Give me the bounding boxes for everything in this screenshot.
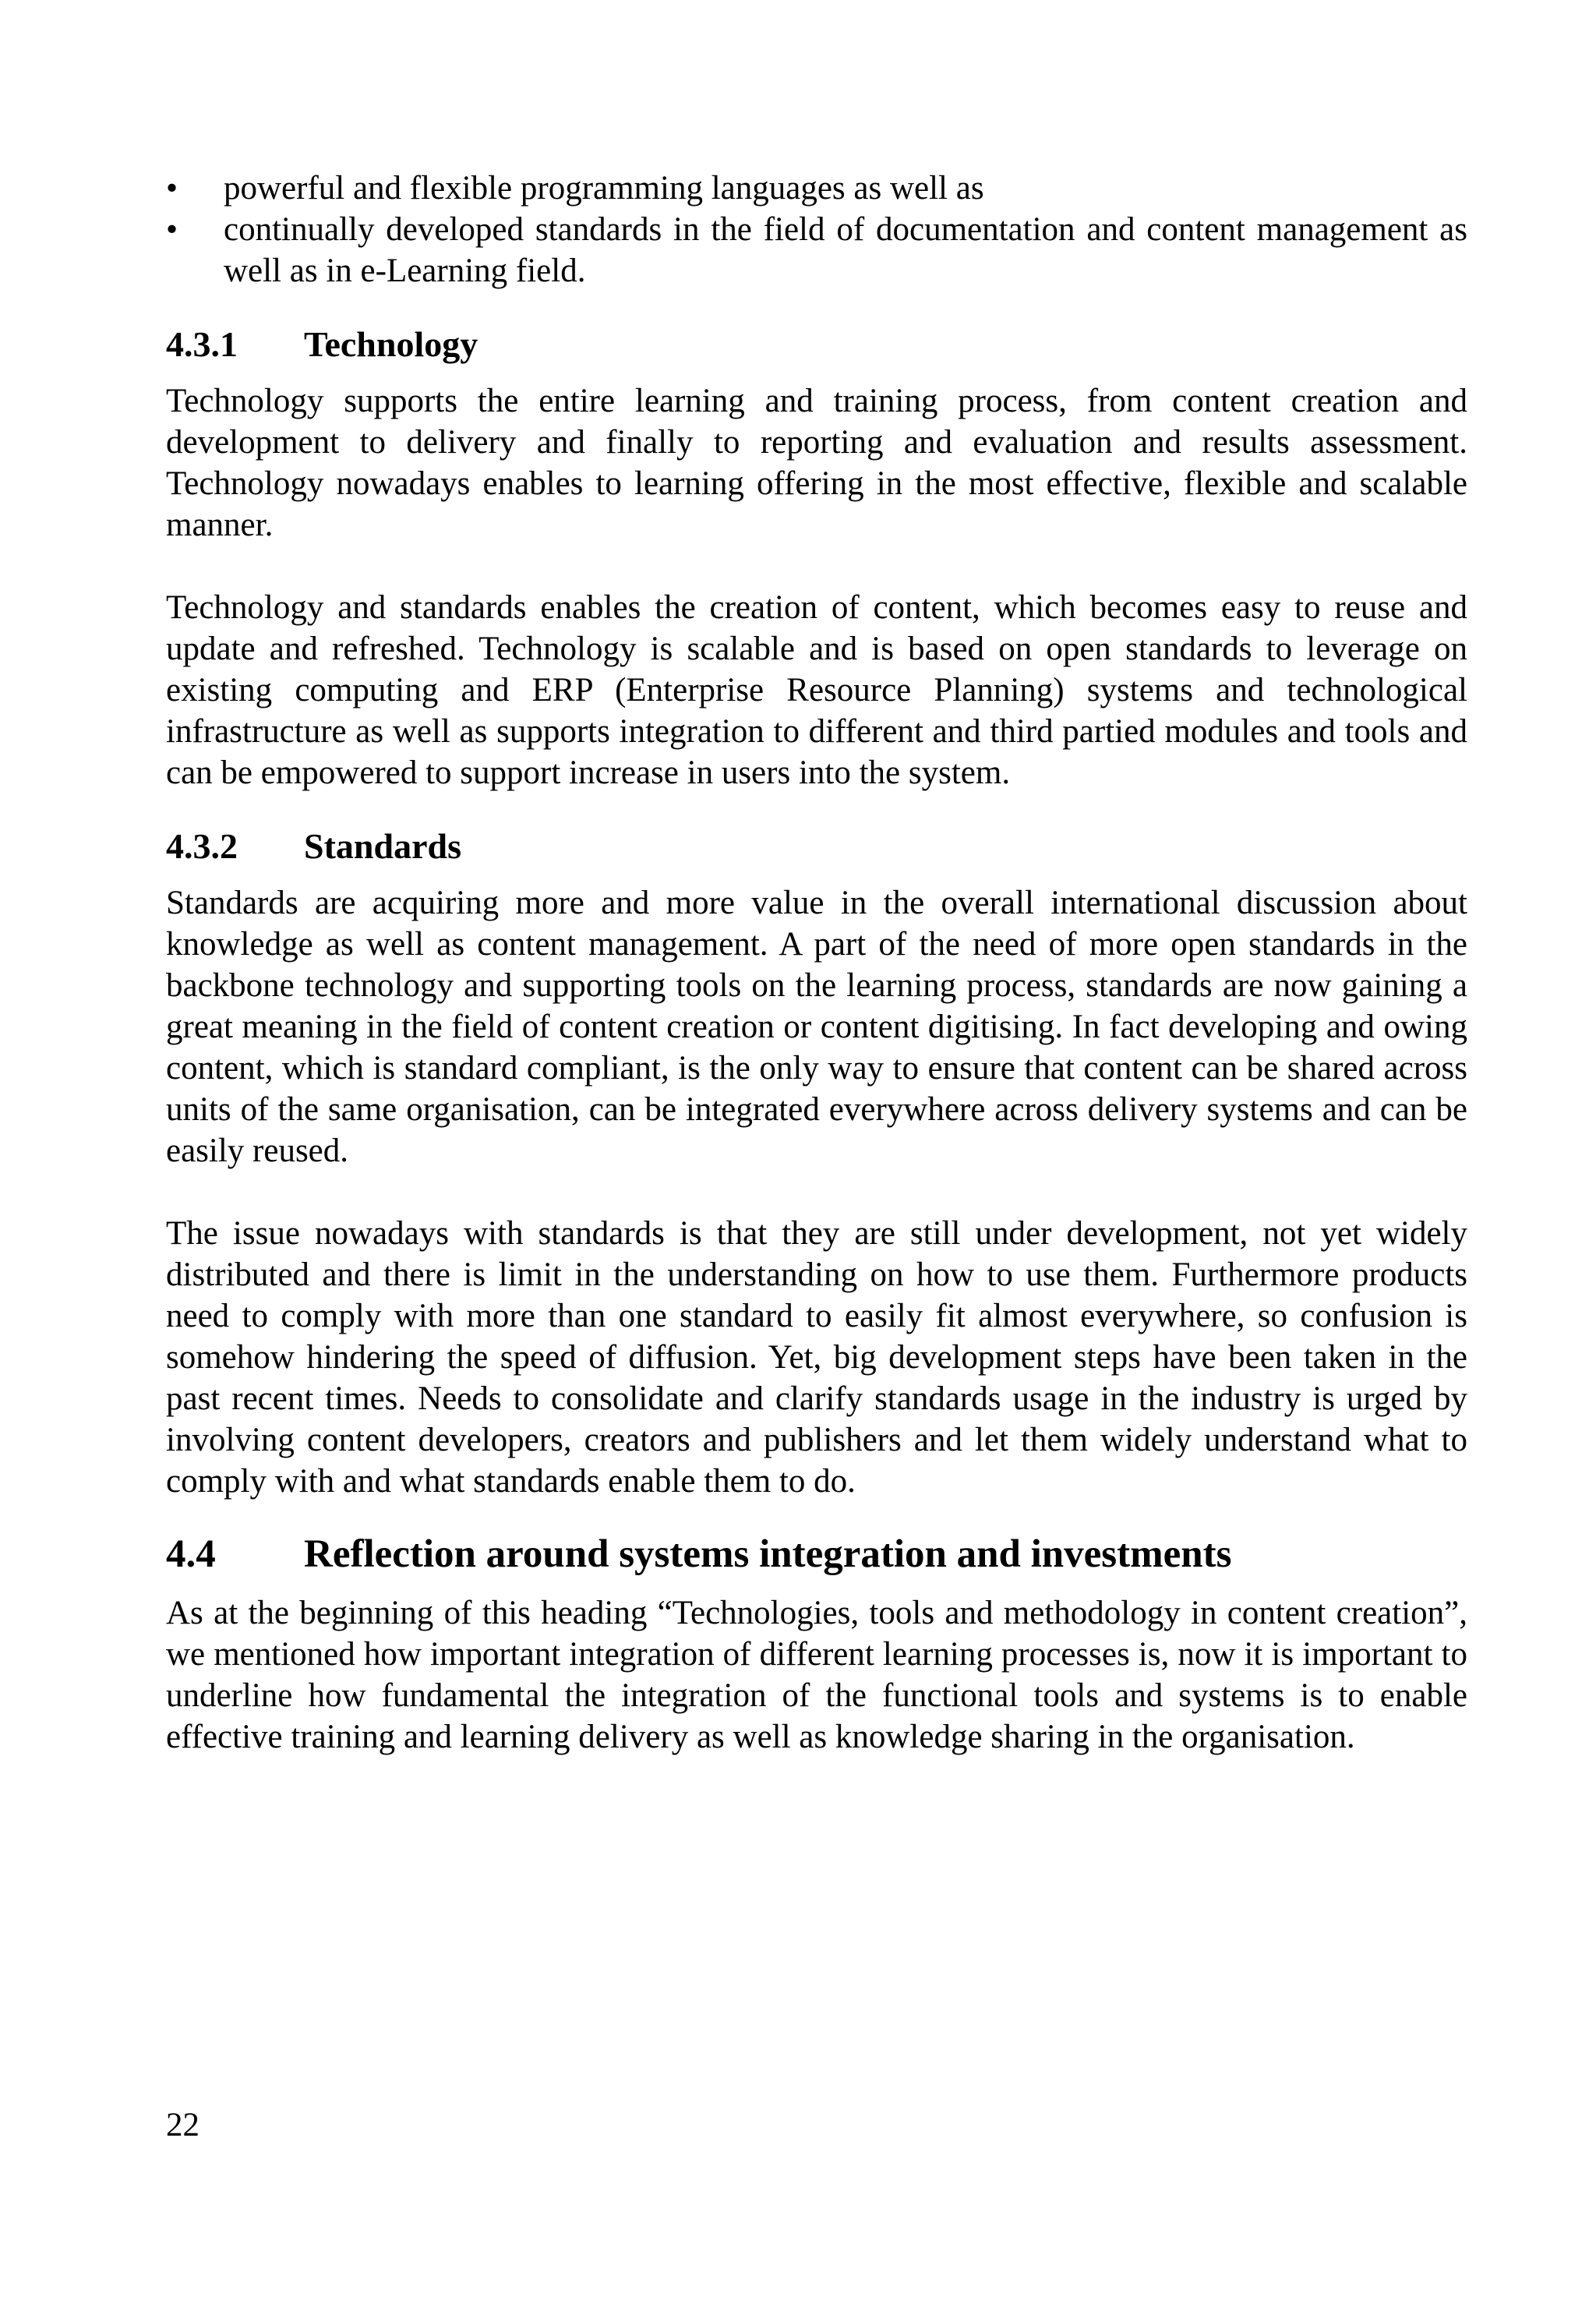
section-title: Reflection around systems integration and investments: [304, 1532, 1232, 1576]
bullet-text: powerful and flexible programming languages as well as: [224, 170, 984, 207]
section-number: 4.3.1: [166, 324, 238, 364]
page-content: [166, 168, 1467, 1758]
section-number: 4.3.2: [166, 826, 238, 866]
section-heading-4-4: [166, 1530, 1467, 1578]
bullet-item: [166, 168, 1467, 209]
bullet-text: continually developed standards in the field of documentation and content management as well as in e-Learning field.: [224, 211, 1467, 289]
section-heading-4-3-1: [166, 323, 1467, 366]
bullet-item: [166, 209, 1467, 292]
paragraph: Standards are acquiring more and more value in the overall international discussion about knowledge as well as content management. A part of the need of more open standards in the backbone technology and supporting tools on the learning process, standards are now gaining a great meaning in the field of content creation or content digitising. In fact developing and owing content, which is standard compliant, is the only way to ensure that content can be shared across units of the same organisation, can be integrated everywhere across delivery systems and can be easily reused.: [166, 885, 1467, 1169]
paragraph: The issue nowadays with standards is that they are still under development, not yet widely distributed and there is limit in the understanding on how to use them. Furthermore products need to comply with more than one standard to easily fit almost everywhere, so confusion is somehow hindering the speed of diffusion. Yet, big development steps have been taken in the past recent times. Needs to consolidate and clarify standards usage in the industry is urged by involving content developers, creators and publishers and let them widely understand what to comply with and what standards enable them to do.: [166, 1215, 1467, 1500]
section-number: 4.4: [166, 1532, 216, 1576]
bullet-icon: •: [166, 211, 178, 248]
paragraph: Technology supports the entire learning and training process, from content creation and development to delivery and finally to reporting and evaluation and results assessment. Technology nowadays enables to learning offering in the most effective, flexible and scalable manner.: [166, 383, 1467, 543]
section-title: Technology: [304, 324, 478, 364]
bullet-icon: •: [166, 170, 178, 207]
section-heading-4-3-2: [166, 825, 1467, 868]
page-number: 22: [166, 2107, 200, 2143]
paragraph: As at the beginning of this heading “Technologies, tools and methodology in content creation”, we mentioned how important integration of different learning processes is, now it is important to underline how fundamental the integration of the functional tools and systems is to enable effective training and learning delivery as well as knowledge sharing in the organisation.: [166, 1595, 1467, 1755]
bullet-list: [166, 168, 1467, 292]
section-title: Standards: [304, 826, 461, 866]
paragraph: Technology and standards enables the creation of content, which becomes easy to reuse and update and refreshed. Technology is scalable and is based on open standards to leverage on existing computing and ERP (Enterprise Resource Planning) systems and technological infrastructure as well as supports integration to different and third partied modules and tools and can be empowered to support increase in users into the system.: [166, 589, 1467, 791]
